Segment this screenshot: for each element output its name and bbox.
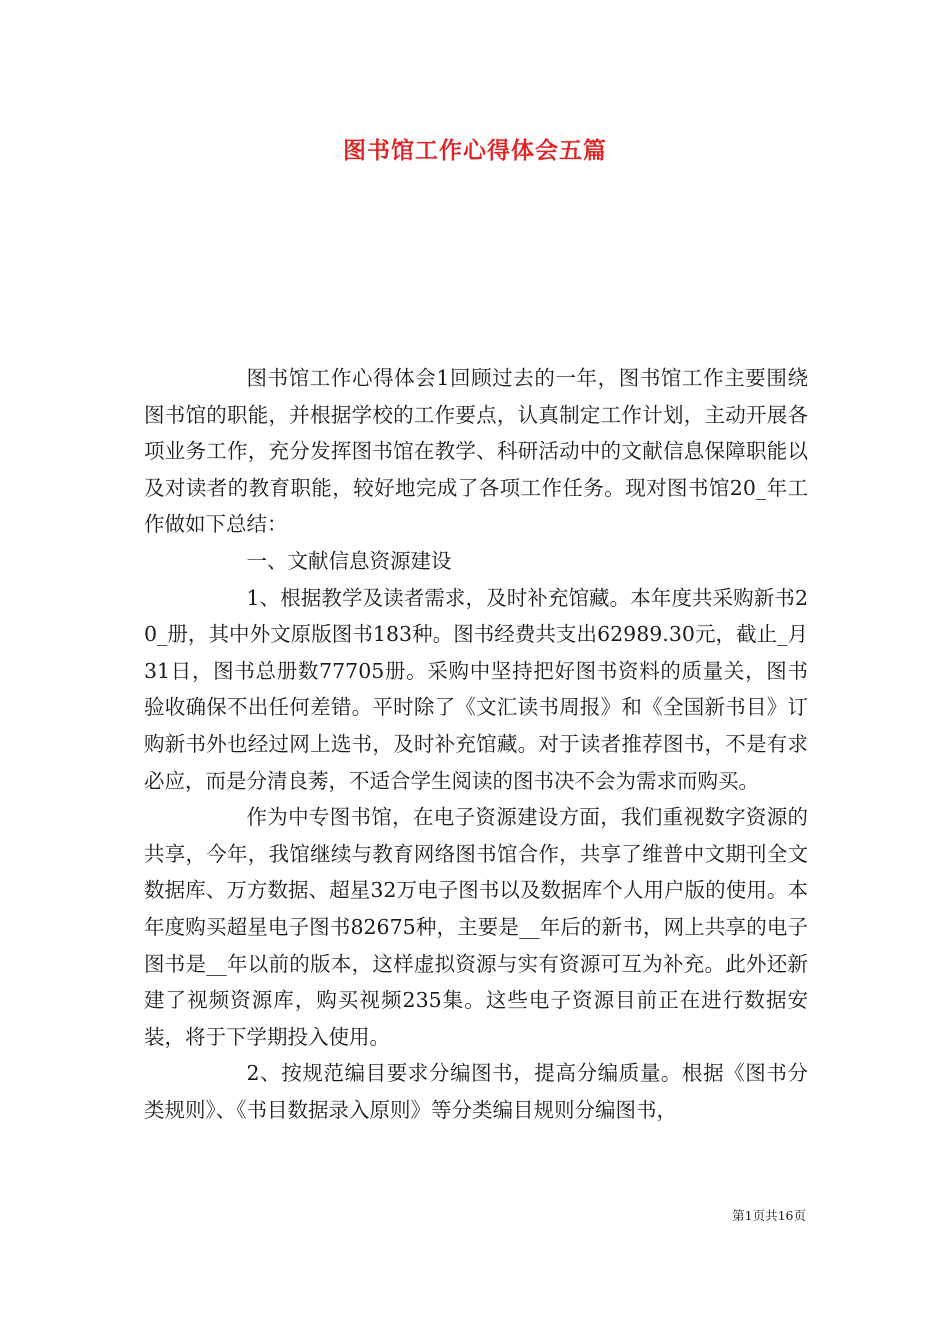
section-heading: 一、文献信息资源建设 [246, 548, 452, 573]
paragraph-electronic-resources: 作为中专图书馆，在电子资源建设方面，我们重视数字资源的共享，今年，我馆继续与教育网络图书馆合作，共享了维普中文期刊全文数据库、万方数据、超星32万电子图书以及数据库个人用户版的使用。本年度购买超星电子图书82675种，主要是__年后的新书，网上共享的电子图书是__年以前的版本，这样虚拟资源与实有资源可互为补充。此外还新建了视频资源库，购买视频235集。这些电子资源目前正在进行数据安装，将于下学期投入使用。 [144, 805, 808, 1049]
paragraph-cataloging: 2、按规范编目要求分编图书，提高分编质量。根据《图书分类规则》、《书目数据录入原则》等分类编目规则分编图书， [144, 1061, 808, 1122]
document-body [144, 360, 808, 1128]
page-number: 第1页共16页 [732, 1208, 806, 1223]
document-title: 图书馆工作心得体会五篇 [343, 137, 607, 164]
paragraph-intro: 图书馆工作心得体会1回顾过去的一年，图书馆工作主要围绕图书馆的职能，并根据学校的工作要点，认真制定工作计划，主动开展各项业务工作，充分发挥图书馆在教学、科研活动中的文献信息保障职能以及对读者的教育职能，较好地完成了各项工作任务。现对图书馆20_年工作做如下总结： [144, 366, 808, 537]
paragraph-acquisition: 1、根据教学及读者需求，及时补充馆藏。本年度共采购新书20_册，其中外文原版图书183种。图书经费共支出62989.30元，截止_月31日，图书总册数77705册。采购中坚持把好图书资料的质量关，图书验收确保不出任何差错。平时除了《文汇读书周报》和《全国新书目》订购新书外也经过网上选书，及时补充馆藏。对于读者推荐图书，不是有求必应，而是分清良莠，不适合学生阅读的图书决不会为需求而购买。 [144, 585, 808, 793]
